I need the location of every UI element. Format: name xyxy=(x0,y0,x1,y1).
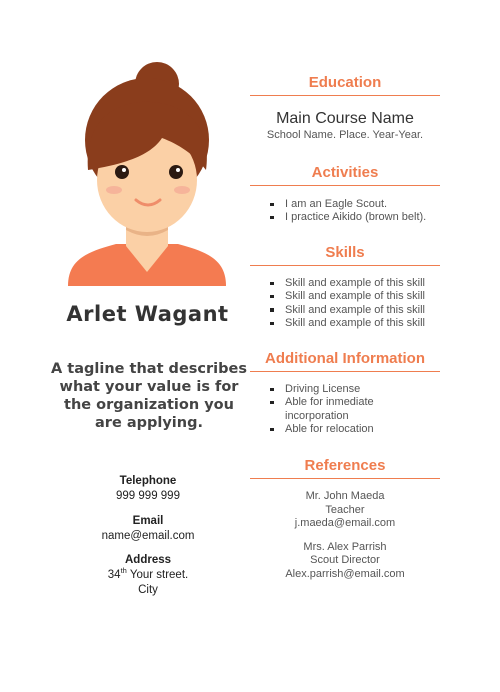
right-eye xyxy=(169,165,183,179)
address-street: 34th Your street. xyxy=(107,566,189,581)
list-item: Able for relocation xyxy=(250,423,410,436)
additional-list xyxy=(250,383,410,437)
avatar-illustration xyxy=(66,60,228,286)
additional-title: Additional Information xyxy=(250,350,440,372)
list-item: I practice Aikido (brown belt). xyxy=(250,211,440,224)
references-title: References xyxy=(250,457,440,479)
list-item: I am an Eagle Scout. xyxy=(250,198,440,211)
reference-name: Mrs. Alex Parrish xyxy=(303,540,387,553)
contact-telephone xyxy=(70,474,226,504)
reference-role: Scout Director xyxy=(310,554,380,566)
list-item: Skill and example of this skill xyxy=(250,277,440,290)
address-city: City xyxy=(138,584,158,596)
telephone-value: 999 999 999 xyxy=(116,490,180,502)
list-item: Skill and example of this skill xyxy=(250,304,440,317)
additional-section xyxy=(250,350,440,437)
email-label: Email xyxy=(132,515,164,527)
email-value: name@email.com xyxy=(101,530,195,542)
address-label: Address xyxy=(124,554,172,566)
list-item: Driving License xyxy=(250,383,410,396)
skills-list xyxy=(250,277,440,331)
reference-1 xyxy=(250,490,440,531)
contact-address xyxy=(70,553,226,598)
activities-title: Activities xyxy=(250,164,440,186)
reference-email: Alex.parrish@email.com xyxy=(285,567,405,580)
course-name: Main Course Name xyxy=(276,110,414,127)
list-item: Able for inmediate incorporation xyxy=(250,396,410,423)
activities-list xyxy=(250,198,440,225)
list-item: Skill and example of this skill xyxy=(250,317,440,330)
education-title: Education xyxy=(250,74,440,96)
references-section xyxy=(250,457,440,581)
activities-section xyxy=(250,164,440,225)
education-section xyxy=(250,74,440,143)
reference-role: Teacher xyxy=(325,503,365,516)
skills-section xyxy=(250,244,440,331)
school-details: School Name. Place. Year-Year. xyxy=(266,129,424,141)
tagline: A tagline that describes what your value is for the organization you are applying. xyxy=(51,361,247,431)
reference-2 xyxy=(250,541,440,582)
contact-email xyxy=(70,514,226,544)
person-name: Arlet Wagant xyxy=(66,302,229,326)
reference-email: j.maeda@email.com xyxy=(294,517,396,529)
telephone-label: Telephone xyxy=(119,475,177,487)
reference-name: Mr. John Maeda xyxy=(305,490,385,502)
left-eye xyxy=(115,165,129,179)
list-item: Skill and example of this skill xyxy=(250,290,440,303)
skills-title: Skills xyxy=(250,244,440,266)
